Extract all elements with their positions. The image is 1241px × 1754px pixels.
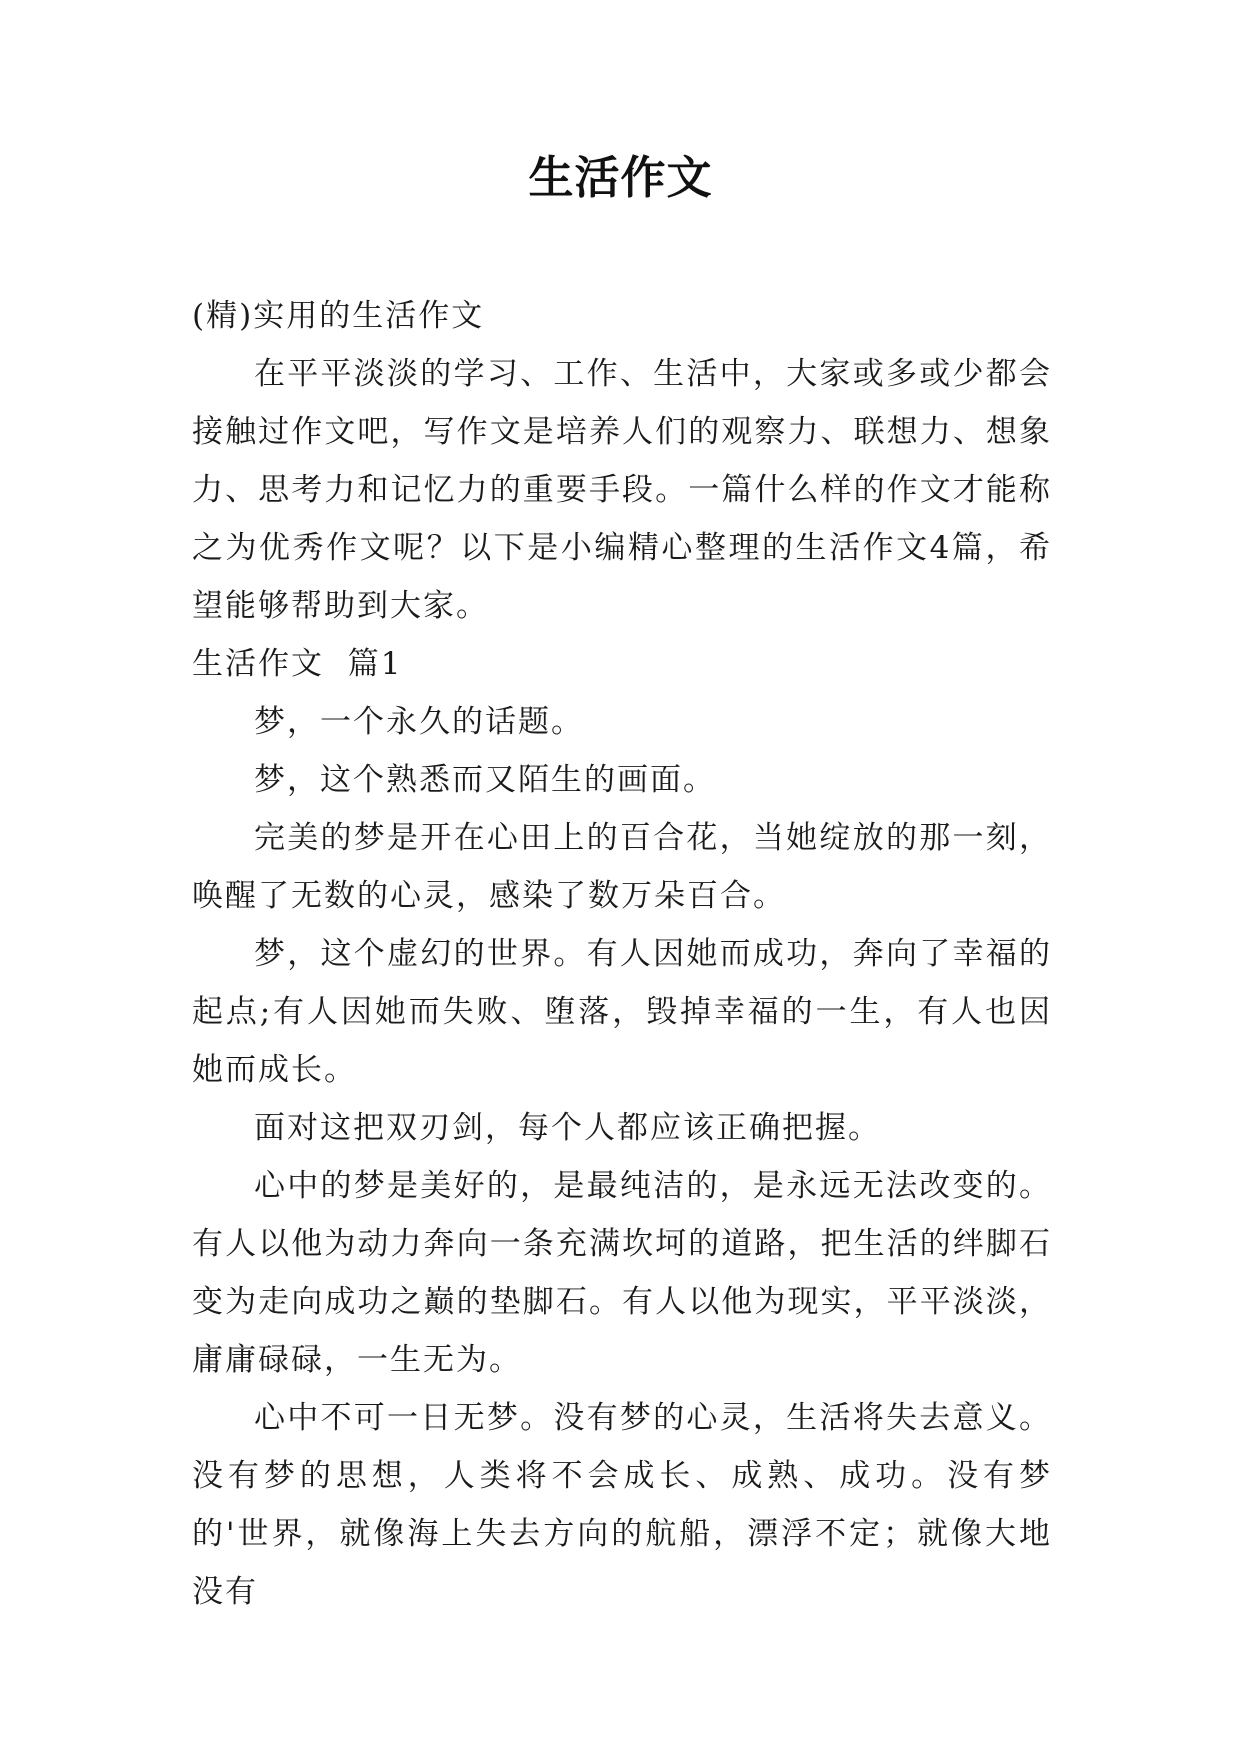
subtitle: (精)实用的生活作文	[192, 298, 485, 334]
page-title: 生活作文	[528, 151, 713, 204]
section-heading: 生活作文 篇1	[192, 646, 403, 682]
intro-paragraph: 在平平淡淡的学习、工作、生活中，大家或多或少都会接触过作文吧，写作文是培养人们的观察力、联想力、想象力、思考力和记忆力的重要手段。一篇什么样的作文才能称之为优秀作文呢？以下是小编精心整理的生活作文4篇，希望能够帮助到大家。	[192, 356, 1052, 624]
body-paragraph: 梦，这个虚幻的世界。有人因她而成功，奔向了幸福的起点;有人因她而失败、堕落，毁掉幸福的一生，有人也因她而成长。	[192, 936, 1052, 1088]
body-paragraph: 完美的梦是开在心田上的百合花，当她绽放的那一刻，唤醒了无数的心灵，感染了数万朵百合。	[192, 820, 1052, 914]
body-paragraph: 面对这把双刃剑，每个人都应该正确把握。	[254, 1110, 881, 1146]
body-paragraph: 梦，这个熟悉而又陌生的画面。	[254, 762, 716, 798]
body-paragraph: 心中不可一日无梦。没有梦的心灵，生活将失去意义。没有梦的思想，人类将不会成长、成熟、成功。没有梦的'世界，就像海上失去方向的航船，漂浮不定；就像大地没有	[192, 1400, 1052, 1610]
body-paragraph: 梦，一个永久的话题。	[254, 704, 584, 740]
document-body	[192, 287, 1052, 1621]
body-paragraph: 心中的梦是美好的，是最纯洁的，是永远无法改变的。有人以他为动力奔向一条充满坎坷的道路，把生活的绊脚石变为走向成功之巅的垫脚石。有人以他为现实，平平淡淡，庸庸碌碌，一生无为。	[192, 1168, 1052, 1378]
